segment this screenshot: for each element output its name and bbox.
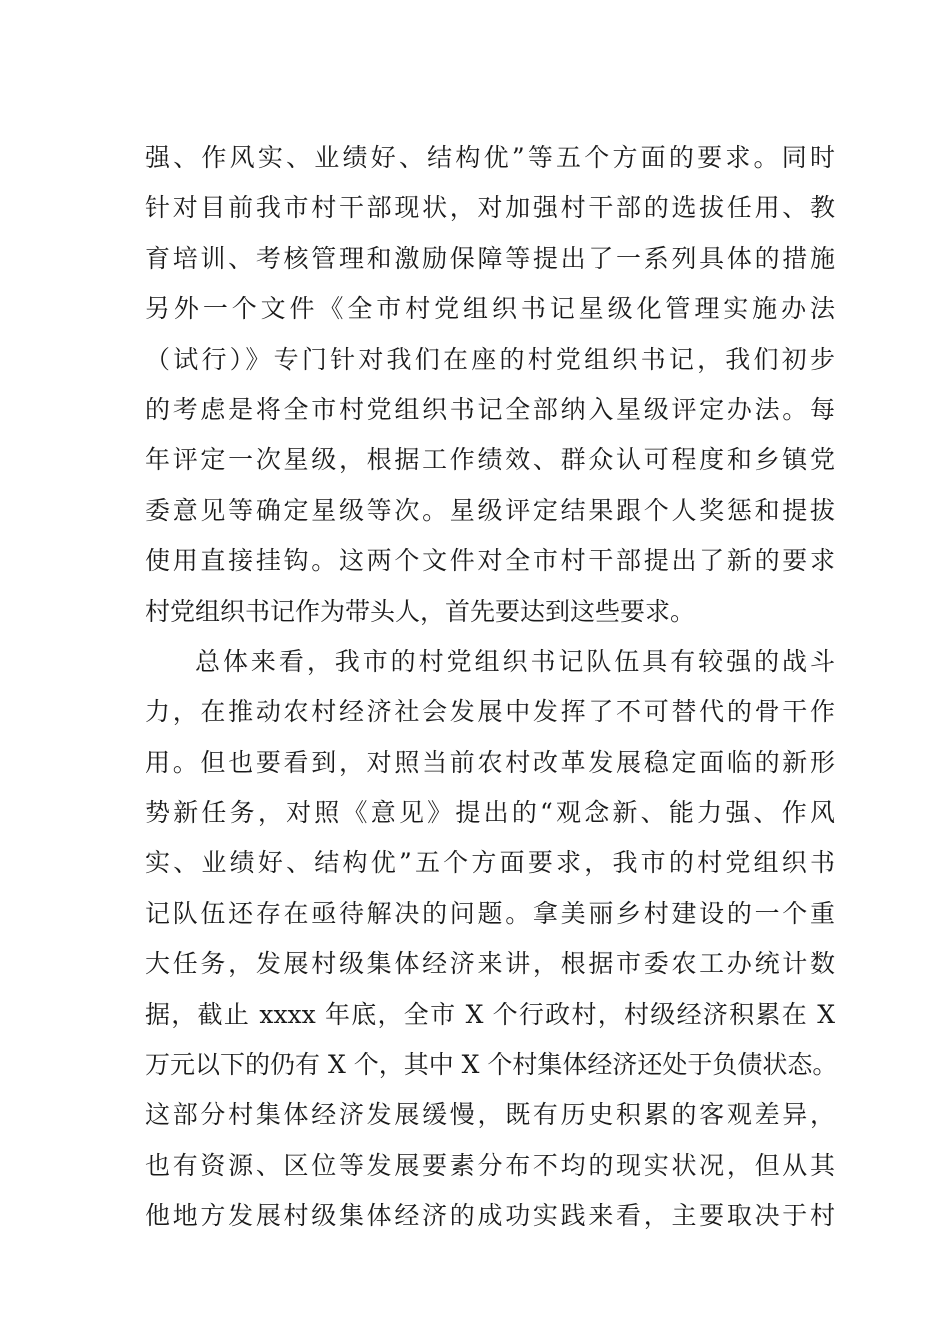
text-line: 强、作风实、业绩好、结构优”等五个方面的要求。同时 (145, 143, 835, 172)
document-body (145, 133, 838, 1242)
text-line: 的考虑是将全市村党组织书记全部纳入星级评定办法。每 (145, 394, 835, 424)
text-line: 这部分村集体经济发展缓慢，既有历史积累的客观差异， (145, 1100, 835, 1130)
text-line: 记队伍还存在亟待解决的问题。拿美丽乡村建设的一个重 (145, 898, 835, 928)
text-line: 用。但也要看到，对照当前农村改革发展稳定面临的新形 (145, 747, 835, 777)
text-line: 另外一个文件《全市村党组织书记星级化管理实施办法 (145, 294, 835, 324)
text-line: 年评定一次星级，根据工作绩效、群众认可程度和乡镇党 (145, 445, 835, 475)
text-line: 使用直接挂钩。这两个文件对全市村干部提出了新的要求 (145, 546, 835, 576)
text-line: 他地方发展村级集体经济的成功实践来看，主要取决于村 (145, 1201, 835, 1231)
text-line: 育培训、考核管理和激励保障等提出了一系列具体的措施 (145, 243, 835, 273)
text-line: （试行）》专门针对我们在座的村党组织书记，我们初步 (145, 344, 835, 374)
text-line: 据，截止 xxxx 年底，全市 X 个行政村，村级经济积累在 X (145, 999, 835, 1029)
text-line: 大任务，发展村级集体经济来讲，根据市委农工办统计数 (145, 949, 835, 979)
text-line: 势新任务，对照《意见》提出的“观念新、能力强、作风 (145, 798, 835, 828)
text-line: 委意见等确定星级等次。星级评定结果跟个人奖惩和提拔 (145, 495, 835, 525)
text-line: 总体来看，我市的村党组织书记队伍具有较强的战斗 (195, 646, 835, 676)
text-line: 力，在推动农村经济社会发展中发挥了不可替代的骨干作 (145, 697, 835, 727)
text-line: 万元以下的仍有 X 个，其中 X 个村集体经济还处于负债状态。 (145, 1050, 838, 1080)
text-line: 也有资源、区位等发展要素分布不均的现实状况，但从其 (145, 1150, 835, 1180)
text-line: 针对目前我市村干部现状，对加强村干部的选拔任用、教 (145, 193, 835, 223)
text-line: 实、业绩好、结构优”五个方面要求，我市的村党组织书 (145, 848, 835, 878)
text-line: 村党组织书记作为带头人，首先要达到这些要求。 (145, 596, 696, 626)
